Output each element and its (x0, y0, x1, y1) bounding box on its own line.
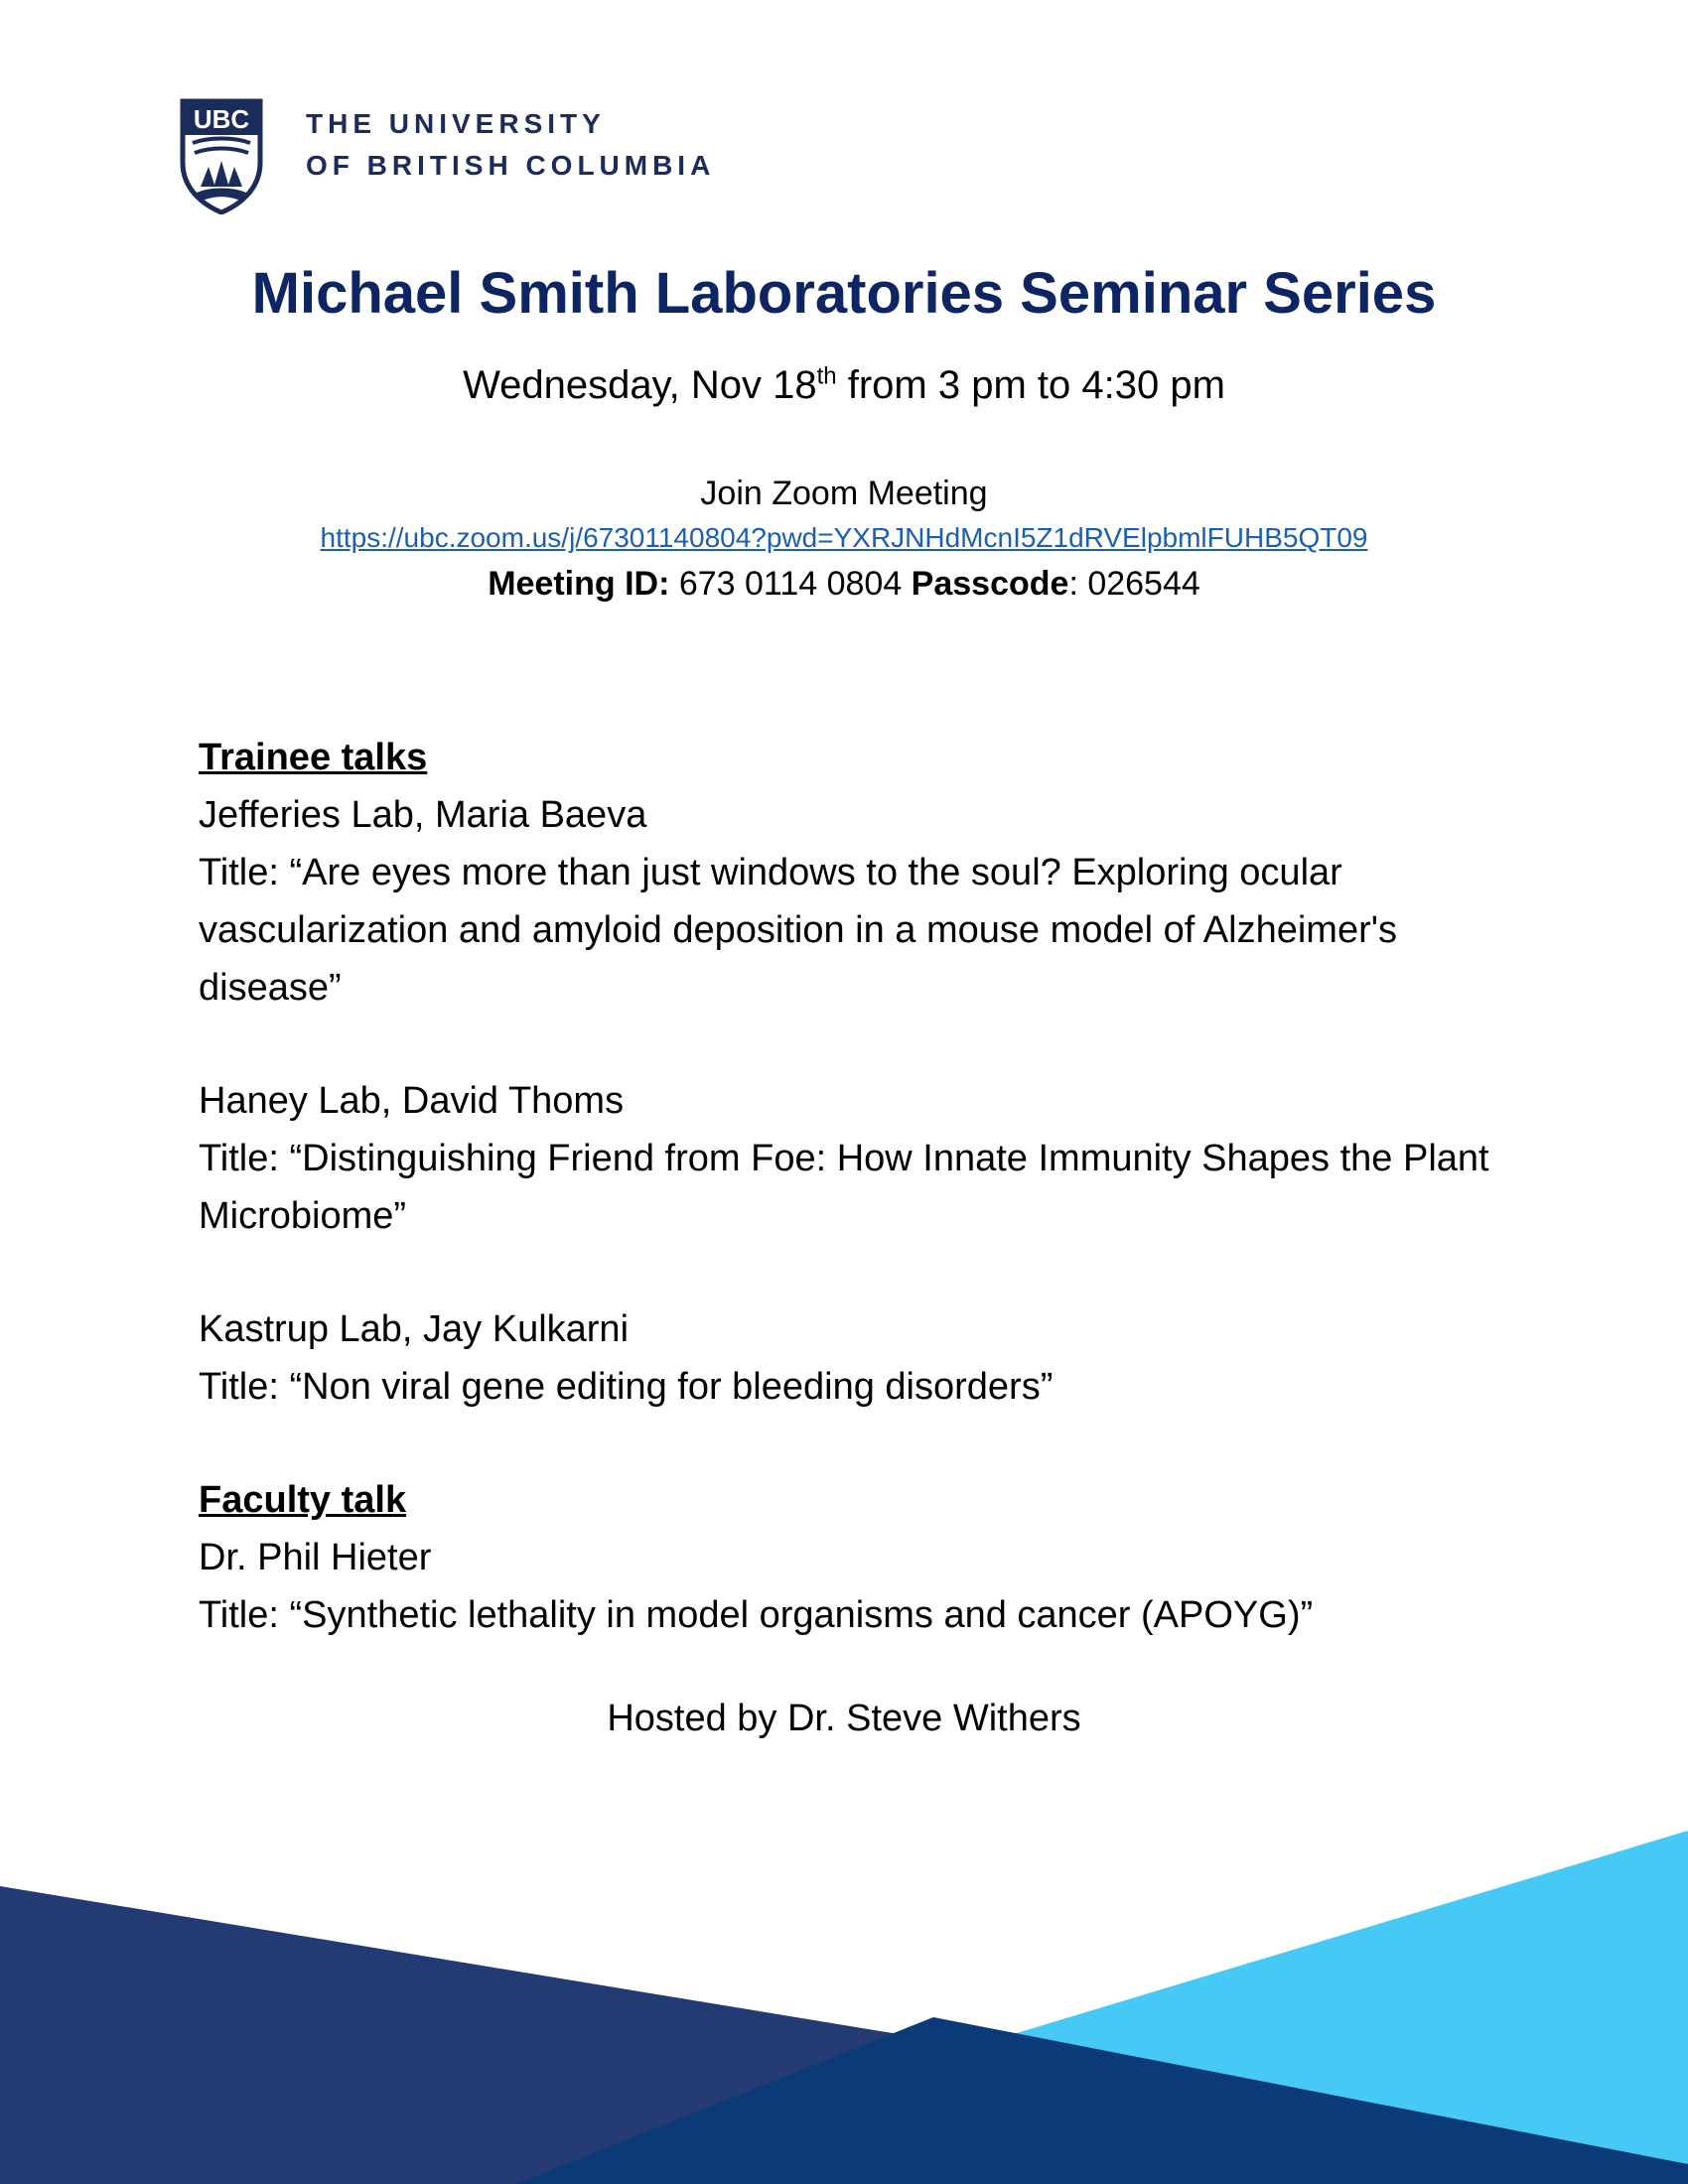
trainee-talk (199, 1300, 1509, 1416)
talk-speaker: Haney Lab, David Thoms (199, 1080, 625, 1122)
trainee-talks-heading: Trainee talks (199, 737, 428, 778)
talk-speaker: Kastrup Lab, Jay Kulkarni (199, 1308, 630, 1350)
ubc-crest-icon (179, 97, 264, 214)
trainee-talk (199, 1072, 1509, 1245)
passcode-label: Passcode (911, 565, 1069, 603)
talk-speaker: Dr. Phil Hieter (199, 1537, 432, 1578)
talk-title: Title: “Distinguishing Friend from Foe: How Innate Immunity Shapes the Plant Microbiome” (199, 1138, 1489, 1237)
talk-speaker: Jefferies Lab, Maria Baeva (199, 794, 647, 836)
page-title: Michael Smith Laboratories Seminar Series (251, 261, 1437, 326)
university-name (306, 103, 715, 187)
university-name-line2: OF BRITISH COLUMBIA (306, 150, 716, 181)
event-date (0, 363, 1688, 408)
trainee-talk (199, 786, 1509, 1017)
talks-section (199, 729, 1509, 1644)
faculty-talk-heading: Faculty talk (199, 1479, 407, 1521)
passcode-value: : 026544 (1068, 565, 1200, 603)
date-time-range: from 3 pm to 4:30 pm (836, 363, 1225, 407)
talk-title: Title: “Non viral gene editing for bleeding disorders” (199, 1366, 1054, 1408)
zoom-meeting-link[interactable]: https://ubc.zoom.us/j/67301140804?pwd=YXRJNHdMcnI5Z1dRVElpbmlFUHB5QT09 (320, 522, 1368, 553)
footer-decoration (0, 1787, 1688, 2184)
zoom-heading: Join Zoom Meeting (700, 475, 988, 512)
date-prefix: Wednesday, Nov 18 (463, 363, 817, 407)
meeting-id-label: Meeting ID: (488, 565, 670, 603)
date-suffix-ordinal: th (816, 362, 837, 390)
faculty-talk (199, 1529, 1509, 1644)
host-line: Hosted by Dr. Steve Withers (607, 1698, 1081, 1739)
zoom-info (0, 471, 1688, 608)
ubc-logo (179, 97, 735, 216)
talk-title: Title: “Are eyes more than just windows to the soul? Exploring ocular vascularization and amyloid deposition in a mouse model of Alzheimer's disease” (199, 852, 1398, 1009)
crest-badge-text: UBC (193, 104, 250, 134)
university-name-line1: THE UNIVERSITY (306, 108, 606, 139)
meeting-id-value: 673 0114 0804 (669, 565, 912, 603)
meeting-credentials (0, 560, 1688, 608)
talk-title: Title: “Synthetic lethality in model organisms and cancer (APOYG)” (199, 1594, 1314, 1636)
